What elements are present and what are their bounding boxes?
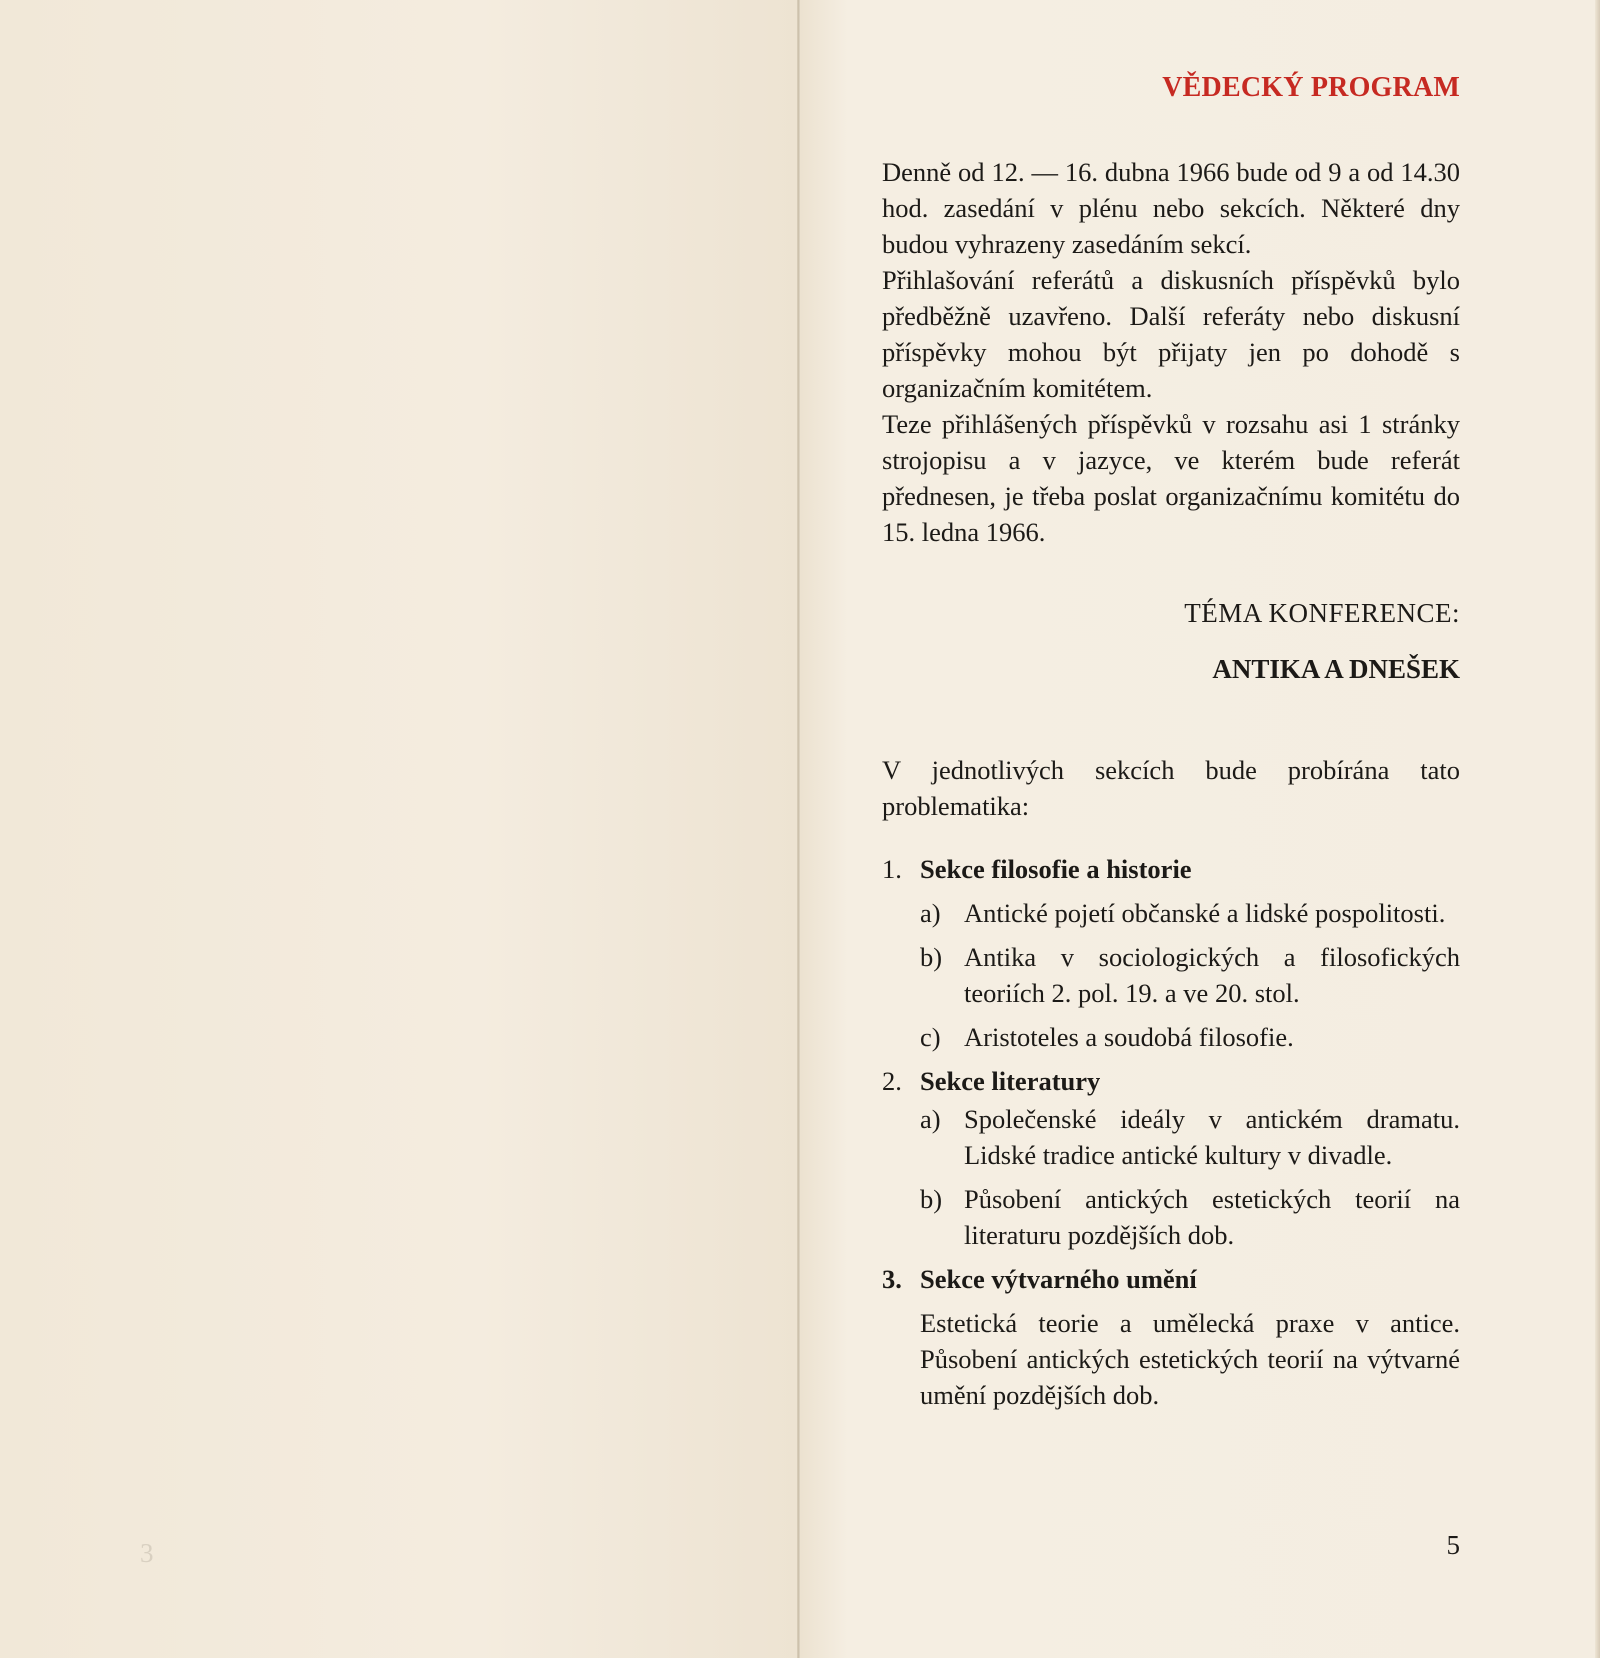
section-item <box>882 1181 1460 1253</box>
right-page-content <box>882 60 1460 1413</box>
section-title-text: Sekce literatury <box>920 1065 1101 1096</box>
section-item <box>882 1019 1460 1055</box>
section-title <box>882 1063 1460 1099</box>
topic-title: ANTIKA A DNEŠEK <box>1212 654 1460 684</box>
paragraph-registration: Přihlašování referátů a diskusních příspěvků bylo předběžně uzavřeno. Další referáty nebo diskusní příspěvky mohou být přijaty jen po dohodě s organizačním komitétem. <box>882 265 1460 403</box>
page-heading: VĚDECKÝ PROGRAM <box>1162 72 1460 103</box>
item-letter: b) <box>920 941 943 972</box>
section-title-text: Sekce filosofie a historie <box>920 853 1192 884</box>
section-item <box>882 1101 1460 1173</box>
section-number: 3. <box>882 1263 902 1294</box>
item-text: Antické pojetí občanské a lidské pospolitosti. <box>964 897 1446 928</box>
section-title <box>882 1261 1460 1297</box>
item-text: Aristoteles a soudobá filosofie. <box>964 1021 1294 1052</box>
section-philosophy-history <box>882 851 1460 1055</box>
item-text: Antika v sociologických a filosofických teoriích 2. pol. 19. a ve 20. stol. <box>964 941 1460 1008</box>
left-page-number: 3 <box>140 1538 154 1568</box>
section-literature <box>882 1063 1460 1253</box>
item-letter: a) <box>920 1103 941 1134</box>
right-page-number: 5 <box>1446 1530 1460 1560</box>
section-number: 1. <box>882 853 902 884</box>
section-title-text: Sekce výtvarného umění <box>920 1263 1197 1294</box>
book-fold <box>797 0 800 1658</box>
section-body: Estetická teorie a umělecká praxe v antice. Působení antických estetických teorií na výtvarné umění pozdějších dob. <box>920 1307 1460 1410</box>
section-item <box>882 939 1460 1011</box>
page-edge <box>1595 0 1600 1658</box>
paragraph-theses: Teze přihlášených příspěvků v rozsahu asi 1 stránky strojopisu a v jazyce, ve kterém bude referát přednesen, je třeba poslat organizačnímu komitétu do 15. ledna 1966. <box>882 409 1460 547</box>
topic-label: TÉMA KONFERENCE: <box>1184 598 1460 628</box>
section-number: 2. <box>882 1065 902 1096</box>
item-text: Společenské ideály v antickém dramatu. Lidské tradice antické kultury v divadle. <box>964 1103 1460 1170</box>
item-letter: a) <box>920 897 941 928</box>
item-letter: c) <box>920 1021 941 1052</box>
section-fine-arts <box>882 1261 1460 1413</box>
section-item <box>882 895 1460 931</box>
item-letter: b) <box>920 1183 943 1214</box>
section-title <box>882 851 1460 887</box>
paragraph-schedule: Denně od 12. — 16. dubna 1966 bude od 9 a od 14.30 hod. zasedání v plénu nebo sekcích. Některé dny budou vyhrazeny zasedáním sekcí. <box>882 157 1460 259</box>
sections-intro: V jednotlivých sekcích bude probírána tato problematika: <box>882 755 1460 821</box>
item-text: Působení antických estetických teorií na literaturu pozdějších dob. <box>964 1183 1460 1250</box>
